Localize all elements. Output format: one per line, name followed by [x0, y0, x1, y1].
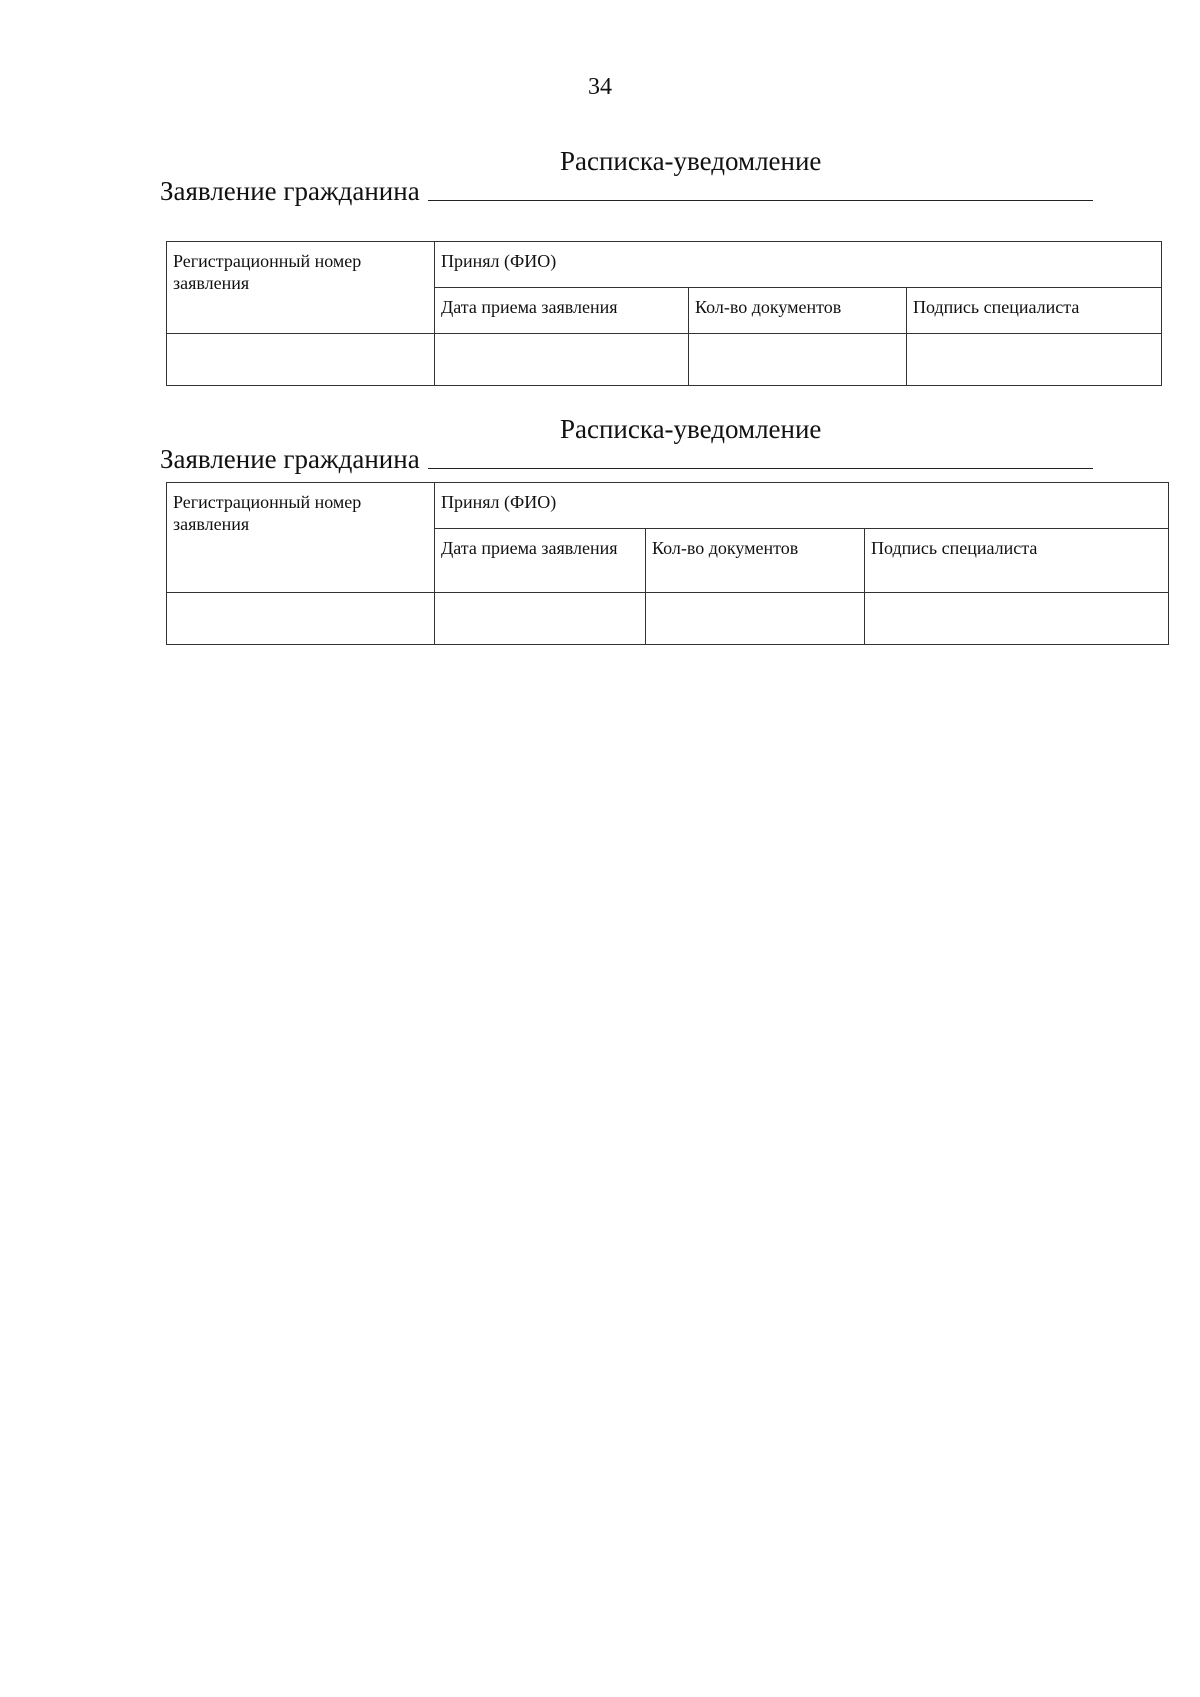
receipt-table	[166, 241, 1162, 386]
header-doc-count: Кол-во документов	[646, 529, 865, 593]
receipt-title: Расписка-уведомление	[560, 146, 822, 176]
receipt-table	[166, 482, 1169, 645]
statement-line	[160, 444, 1093, 475]
header-date: Дата приема заявления	[435, 529, 646, 593]
header-reg-number: Регистрационный номер заявления	[167, 242, 435, 334]
cell-date[interactable]	[435, 593, 646, 645]
cell-reg-number[interactable]	[167, 334, 435, 386]
statement-blank-line[interactable]	[428, 199, 1093, 201]
header-accepted-by: Принял (ФИО)	[435, 242, 1162, 288]
header-signature: Подпись специалиста	[865, 529, 1169, 593]
receipt-title: Расписка-уведомление	[560, 414, 822, 444]
header-date: Дата приема заявления	[435, 288, 689, 334]
cell-signature[interactable]	[865, 593, 1169, 645]
cell-date[interactable]	[435, 334, 689, 386]
cell-doc-count[interactable]	[689, 334, 907, 386]
header-reg-number: Регистрационный номер заявления	[167, 483, 435, 593]
header-doc-count: Кол-во документов	[689, 288, 907, 334]
cell-signature[interactable]	[907, 334, 1162, 386]
statement-line	[160, 176, 1093, 207]
cell-reg-number[interactable]	[167, 593, 435, 645]
page-number: 34	[588, 74, 612, 100]
header-accepted-by: Принял (ФИО)	[435, 483, 1169, 529]
statement-blank-line[interactable]	[428, 467, 1093, 469]
statement-label: Заявление гражданина	[160, 176, 420, 206]
header-signature: Подпись специалиста	[907, 288, 1162, 334]
statement-label: Заявление гражданина	[160, 444, 420, 474]
cell-doc-count[interactable]	[646, 593, 865, 645]
